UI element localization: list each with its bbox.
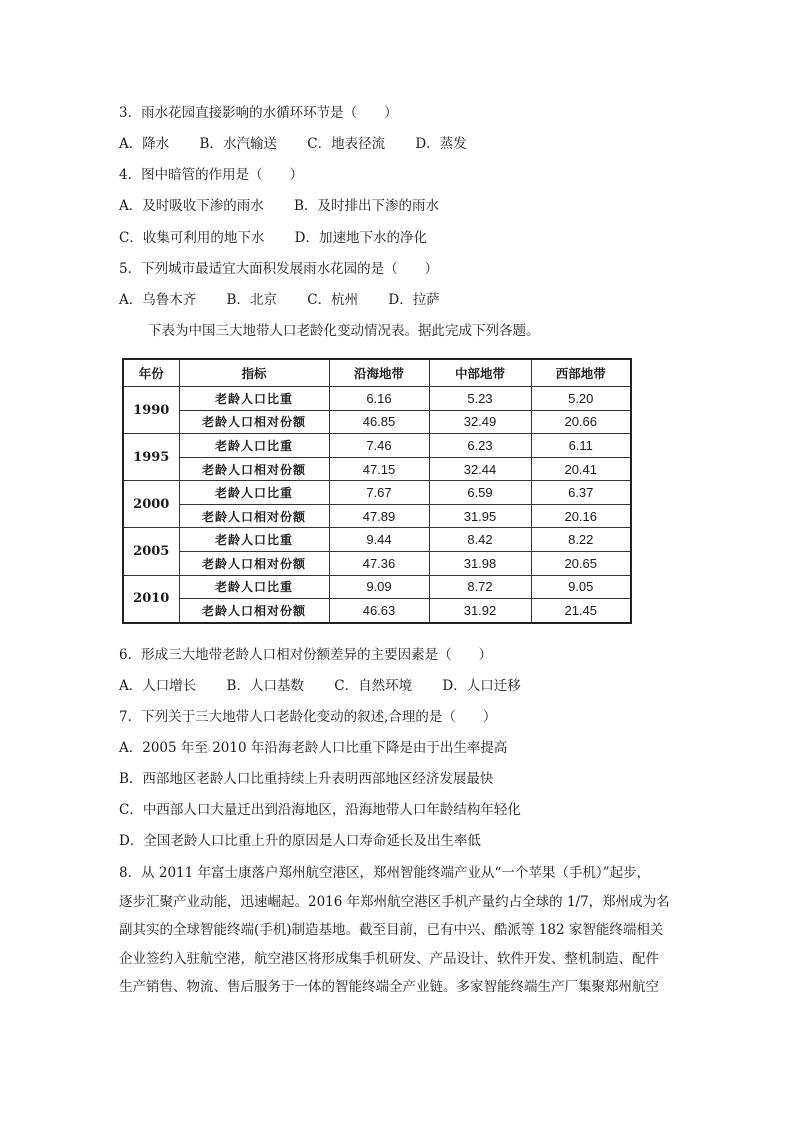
header-year: 年份 xyxy=(123,359,179,387)
q5-option-b: B．北京 xyxy=(226,292,277,308)
q7-stem: 7．下列关于三大地带人口老龄化变动的叙述,合理的是（ ） xyxy=(119,709,497,725)
q4-options-row1 xyxy=(119,197,465,215)
q4-options-row2 xyxy=(119,229,453,247)
q3-options xyxy=(119,135,493,153)
year-cell: 2000 xyxy=(123,481,179,528)
table-header-row xyxy=(123,359,631,387)
table-intro: 下表为中国三大地带人口老龄化变动情况表。据此完成下列各题。 xyxy=(148,323,540,339)
q3-option-d: D．蒸发 xyxy=(415,136,467,152)
q8-line: 副其实的全球智能终端(手机)制造基地。截至目前，已有中兴、酷派等 182 家智能终端相关 xyxy=(119,922,664,938)
share-value-cell: 32.44 xyxy=(429,457,531,481)
share-value-cell: 31.92 xyxy=(429,599,531,623)
indicator-share-cell: 老龄人口相对份额 xyxy=(179,552,329,576)
indicator-ratio-cell: 老龄人口比重 xyxy=(179,434,329,458)
q3-option-b: B．水汽输送 xyxy=(199,136,277,152)
share-value-cell: 20.66 xyxy=(531,410,631,434)
q8-line: 企业签约入驻航空港，航空港区将形成集手机研发、产品设计、软件开发、整机制造、配件 xyxy=(119,950,659,967)
table-row xyxy=(123,481,631,505)
q6-option-a: A．人口增长 xyxy=(119,678,197,694)
indicator-share-cell: 老龄人口相对份额 xyxy=(179,599,329,623)
share-value-cell: 46.85 xyxy=(329,410,429,434)
indicator-share-cell: 老龄人口相对份额 xyxy=(179,410,329,434)
q3-option-a: A．降水 xyxy=(119,136,170,152)
ratio-value-cell: 6.23 xyxy=(429,434,531,458)
q4-option-c: C．收集可利用的地下水 xyxy=(119,230,265,246)
q3-option-c: C．地表径流 xyxy=(307,136,386,152)
q6-stem: 6．形成三大地带老龄人口相对份额差异的主要因素是（ ） xyxy=(119,647,493,663)
ratio-value-cell: 9.05 xyxy=(531,575,631,599)
ratio-value-cell: 9.09 xyxy=(329,575,429,599)
share-value-cell: 21.45 xyxy=(531,599,631,623)
year-cell: 1995 xyxy=(123,434,179,481)
q5-stem: 5．下列城市最适宜大面积发展雨水花园的是（ ） xyxy=(119,261,439,277)
table-row xyxy=(123,552,631,576)
table-row xyxy=(123,457,631,481)
ratio-value-cell: 6.16 xyxy=(329,387,429,411)
share-value-cell: 31.98 xyxy=(429,552,531,576)
q6-options xyxy=(119,677,547,695)
q5-option-c: C．杭州 xyxy=(307,292,359,308)
share-value-cell: 47.89 xyxy=(329,504,429,528)
ratio-value-cell: 6.37 xyxy=(531,481,631,505)
q4-option-a: A．及时吸收下渗的雨水 xyxy=(119,198,264,214)
q6-option-b: B．人口基数 xyxy=(226,678,304,694)
q4-option-d: D．加速地下水的净化 xyxy=(294,230,427,246)
q5-option-a: A．乌鲁木齐 xyxy=(119,292,197,308)
table-row xyxy=(123,528,631,552)
q7-option-a: A．2005 年至 2010 年沿海老龄人口比重下降是由于出生率提高 xyxy=(119,740,508,756)
indicator-ratio-cell: 老龄人口比重 xyxy=(179,528,329,552)
q3-stem: 3．雨水花园直接影响的水循环环节是（ ） xyxy=(119,105,398,121)
q8-passage xyxy=(119,859,679,1002)
header-central: 中部地带 xyxy=(429,359,531,387)
population-aging-table xyxy=(122,358,630,624)
q6-option-d: D．人口迁移 xyxy=(442,678,521,694)
q7-option-c: C．中西部人口大量迁出到沿海地区，沿海地带人口年龄结构年轻化 xyxy=(119,802,521,818)
q6-option-c: C．自然环境 xyxy=(334,678,413,694)
table-row xyxy=(123,410,631,434)
table-row xyxy=(123,504,631,528)
table-row xyxy=(123,434,631,458)
table-row xyxy=(123,387,631,411)
share-value-cell: 47.15 xyxy=(329,457,429,481)
q4-option-b: B．及时排出下渗的雨水 xyxy=(294,198,439,214)
share-value-cell: 32.49 xyxy=(429,410,531,434)
q8-line: 生产销售、物流、售后服务于一体的智能终端全产业链。多家智能终端生产厂集聚郑州航空 xyxy=(119,979,659,995)
q7-option-b: B．西部地区老龄人口比重持续上升表明西部地区经济发展最快 xyxy=(119,771,494,787)
share-value-cell: 20.65 xyxy=(531,552,631,576)
indicator-ratio-cell: 老龄人口比重 xyxy=(179,575,329,599)
ratio-value-cell: 8.72 xyxy=(429,575,531,599)
indicator-ratio-cell: 老龄人口比重 xyxy=(179,481,329,505)
q8-line: 逐步汇聚产业动能，迅速崛起。2016 年郑州航空港区手机产量约占全球的 1/7，郑州成为名 xyxy=(119,893,670,910)
ratio-value-cell: 8.42 xyxy=(429,528,531,552)
header-indicator: 指标 xyxy=(179,359,329,387)
q5-options xyxy=(119,291,466,309)
year-cell: 2005 xyxy=(123,528,179,575)
ratio-value-cell: 5.23 xyxy=(429,387,531,411)
header-western: 西部地带 xyxy=(531,359,631,387)
indicator-share-cell: 老龄人口相对份额 xyxy=(179,457,329,481)
ratio-value-cell: 8.22 xyxy=(531,528,631,552)
share-value-cell: 20.16 xyxy=(531,504,631,528)
year-cell: 2010 xyxy=(123,575,179,623)
table-row xyxy=(123,575,631,599)
q8-line: 8．从 2011 年富士康落户郑州航空港区，郑州智能终端产业从“一个苹果（手机）”起步， xyxy=(119,865,651,881)
ratio-value-cell: 7.67 xyxy=(329,481,429,505)
q7-option-d: D．全国老龄人口比重上升的原因是人口寿命延长及出生率低 xyxy=(119,833,481,849)
ratio-value-cell: 5.20 xyxy=(531,387,631,411)
year-cell: 1990 xyxy=(123,387,179,434)
share-value-cell: 20.41 xyxy=(531,457,631,481)
share-value-cell: 31.95 xyxy=(429,504,531,528)
indicator-ratio-cell: 老龄人口比重 xyxy=(179,387,329,411)
ratio-value-cell: 9.44 xyxy=(329,528,429,552)
table-row xyxy=(123,599,631,623)
q4-stem: 4．图中暗管的作用是（ ） xyxy=(119,167,304,183)
share-value-cell: 46.63 xyxy=(329,599,429,623)
ratio-value-cell: 6.59 xyxy=(429,481,531,505)
ratio-value-cell: 7.46 xyxy=(329,434,429,458)
indicator-share-cell: 老龄人口相对份额 xyxy=(179,504,329,528)
ratio-value-cell: 6.11 xyxy=(531,434,631,458)
header-coastal: 沿海地带 xyxy=(329,359,429,387)
q5-option-d: D．拉萨 xyxy=(388,292,440,308)
share-value-cell: 47.36 xyxy=(329,552,429,576)
